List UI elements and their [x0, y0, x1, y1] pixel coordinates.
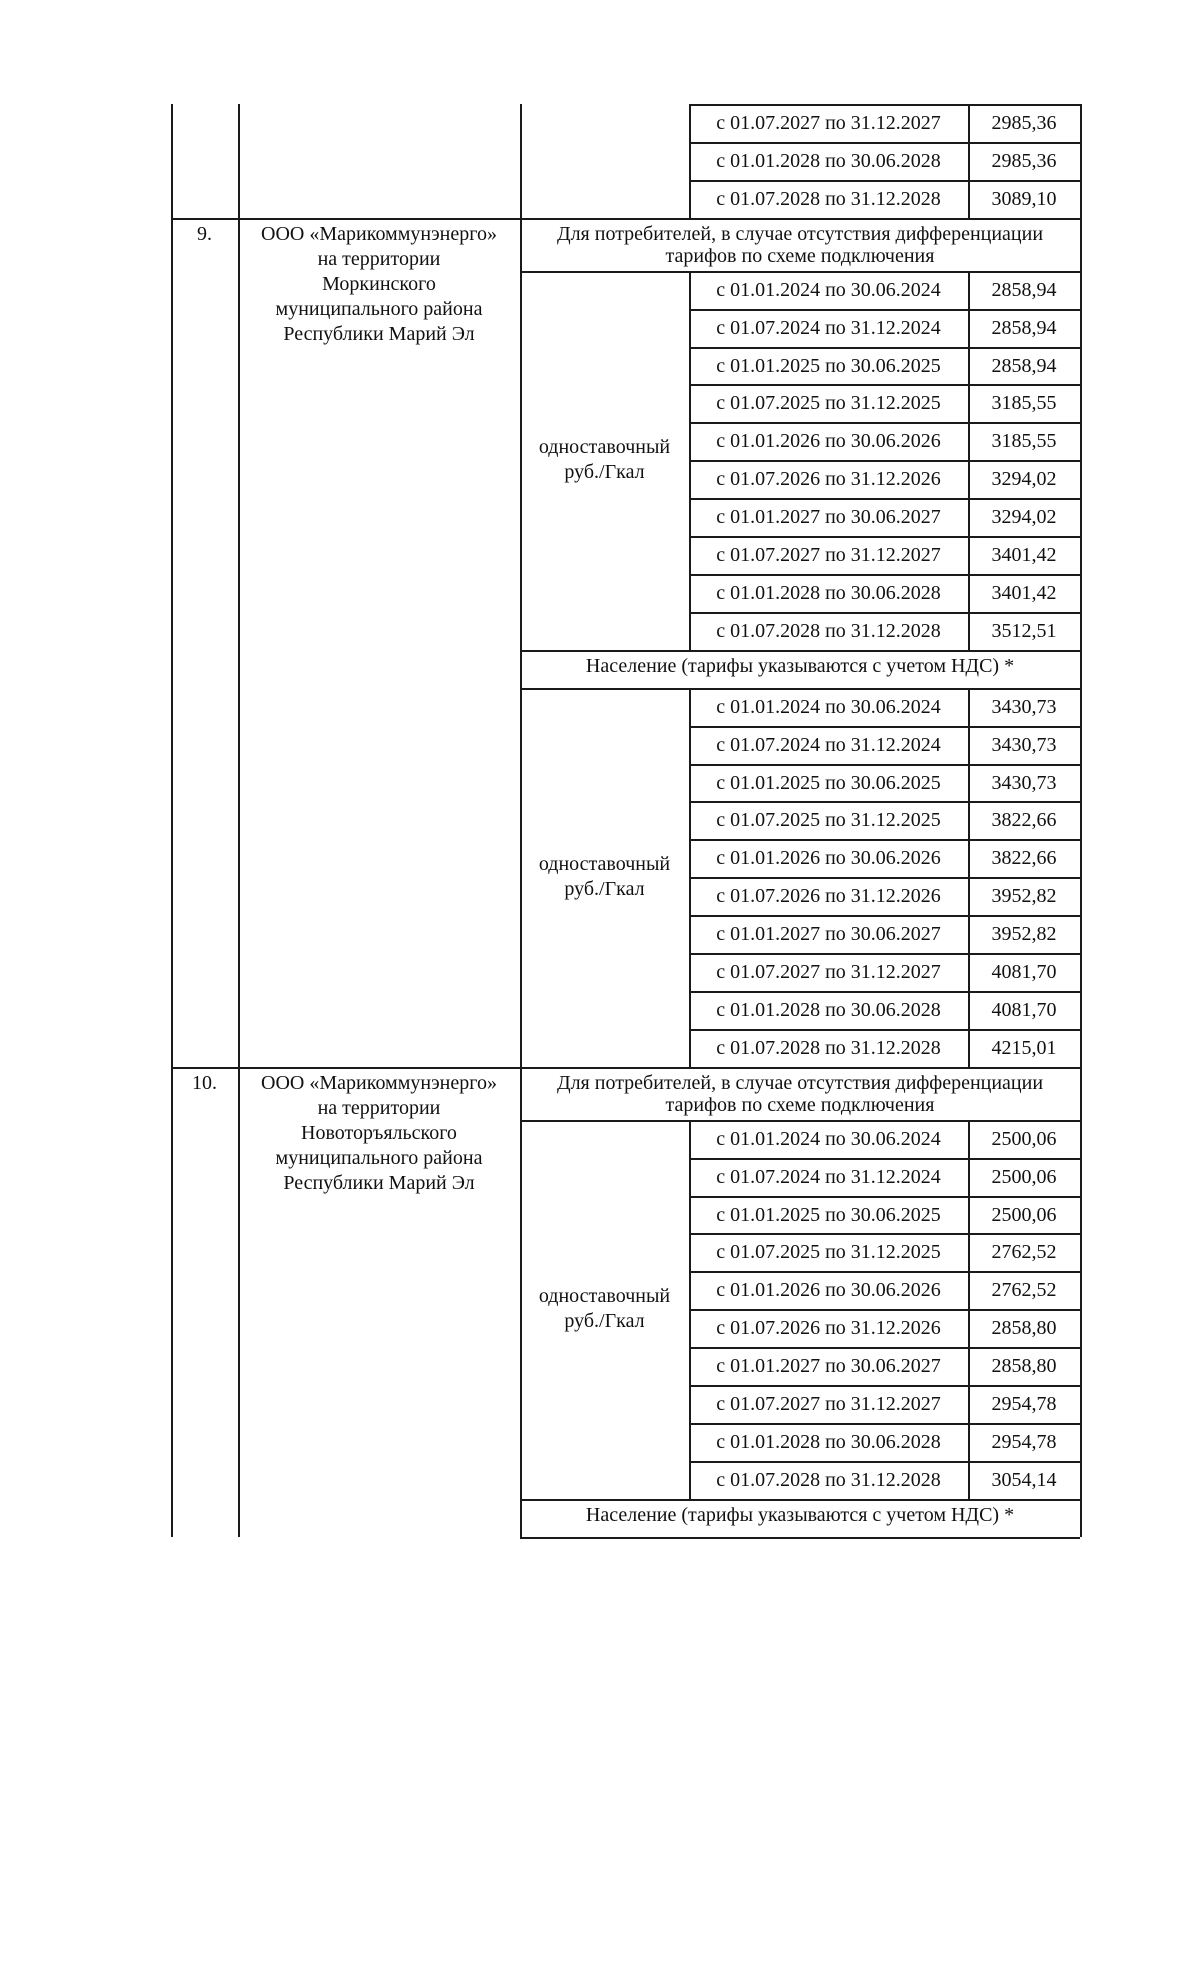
- period-cell: с 01.07.2027 по 31.12.2027: [716, 961, 941, 983]
- col-line: [689, 688, 691, 1067]
- col-line: [238, 218, 240, 1067]
- period-cell: с 01.07.2024 по 31.12.2024: [716, 733, 941, 756]
- group-header-line: [520, 271, 1080, 273]
- period-cell: с 01.07.2026 по 31.12.2026: [716, 1317, 941, 1340]
- value-cell: 2985,36: [991, 112, 1057, 134]
- period-cell: с 01.01.2028 по 30.06.2028: [716, 1430, 941, 1453]
- row-line: [689, 764, 1080, 766]
- col-line: [1080, 1499, 1082, 1537]
- value-cell: 3401,42: [991, 581, 1057, 604]
- org-name-line: ООО «Марикоммунэнерго»: [261, 222, 497, 245]
- row-line: [689, 1196, 1080, 1198]
- row-line: [689, 1423, 1080, 1425]
- group-header: тарифов по схеме подключения: [665, 244, 935, 267]
- row-line: [689, 1158, 1080, 1160]
- period-cell: с 01.07.2027 по 31.12.2027: [716, 544, 941, 566]
- tariff-type: одноставочный: [538, 436, 671, 459]
- col-line: [689, 104, 691, 218]
- org-name-line: Республики Марий Эл: [283, 322, 475, 345]
- value-cell: 2500,06: [991, 1165, 1057, 1188]
- row-line: [689, 460, 1080, 462]
- value-cell: 3952,82: [991, 885, 1057, 908]
- col-line: [1080, 218, 1082, 271]
- value-cell: 3430,73: [991, 733, 1057, 756]
- row-number: 9.: [197, 222, 212, 245]
- value-cell: 2858,94: [991, 354, 1057, 377]
- value-cell: 3822,66: [991, 809, 1057, 832]
- org-name-line: муниципального района: [275, 297, 483, 320]
- row-line: [689, 1499, 1080, 1501]
- col-line: [1080, 650, 1082, 688]
- period-cell: с 01.01.2024 по 30.06.2024: [716, 278, 941, 301]
- row-line: [689, 726, 1080, 728]
- group-header: Для потребителей, в случае отсутствия дифференциации: [556, 1071, 1044, 1094]
- group-header-line: [520, 688, 1080, 690]
- group-header: Для потребителей, в случае отсутствия дифференциации: [556, 222, 1044, 245]
- col-line: [520, 1067, 522, 1537]
- group-header: Население (тарифы указываются с учетом НДС) *: [585, 654, 1015, 677]
- value-cell: 3401,42: [991, 544, 1057, 566]
- row-line: [689, 612, 1080, 614]
- value-cell: 2858,80: [991, 1355, 1057, 1378]
- value-cell: 2985,36: [991, 149, 1057, 172]
- period-cell: с 01.07.2025 по 31.12.2025: [716, 1241, 941, 1264]
- col-line: [1080, 688, 1082, 1067]
- col-line: [520, 104, 522, 218]
- period-cell: с 01.01.2025 по 30.06.2025: [716, 771, 941, 794]
- value-cell: 2954,78: [991, 1393, 1057, 1415]
- row-line: [689, 1461, 1080, 1463]
- value-cell: 4081,70: [991, 961, 1057, 983]
- org-top-line: [171, 1067, 1080, 1069]
- org-top-line: [171, 218, 1080, 220]
- col-line: [689, 271, 691, 650]
- period-cell: с 01.01.2027 по 30.06.2027: [716, 506, 941, 529]
- col-line: [1080, 271, 1082, 650]
- row-line: [689, 801, 1080, 803]
- row-line: [689, 142, 1080, 144]
- row-line: [689, 915, 1080, 917]
- period-cell: с 01.01.2027 по 30.06.2027: [716, 923, 941, 946]
- period-cell: с 01.07.2024 по 31.12.2024: [716, 1165, 941, 1188]
- row-line: [689, 422, 1080, 424]
- col-line: [968, 1120, 970, 1499]
- row-line: [689, 991, 1080, 993]
- col-line: [968, 688, 970, 1067]
- row-line: [689, 839, 1080, 841]
- group-header: тарифов по схеме подключения: [665, 1093, 935, 1116]
- value-cell: 3952,82: [991, 923, 1057, 946]
- tariff-type: руб./Гкал: [564, 461, 645, 484]
- value-cell: 2858,94: [991, 316, 1057, 339]
- tariff-type: руб./Гкал: [564, 1310, 645, 1333]
- value-cell: 2500,06: [991, 1127, 1057, 1150]
- col-line: [1080, 1067, 1082, 1120]
- period-cell: с 01.07.2028 по 31.12.2028: [716, 619, 941, 642]
- org-name-line: на территории: [317, 247, 441, 270]
- tariff-type: одноставочный: [538, 1285, 671, 1308]
- value-cell: 3512,51: [991, 619, 1057, 642]
- row-line: [689, 1271, 1080, 1273]
- row-line: [689, 384, 1080, 386]
- value-cell: 2858,80: [991, 1317, 1057, 1340]
- value-cell: 2762,52: [991, 1241, 1057, 1264]
- value-cell: 2762,52: [991, 1279, 1057, 1302]
- org-name-line: ООО «Марикоммунэнерго»: [261, 1071, 497, 1094]
- value-cell: 3294,02: [991, 468, 1057, 491]
- col-line: [968, 271, 970, 650]
- period-cell: с 01.07.2028 по 31.12.2028: [716, 1036, 941, 1059]
- row-line: [689, 1309, 1080, 1311]
- period-cell: с 01.01.2026 по 30.06.2026: [716, 430, 941, 453]
- col-line: [171, 1067, 173, 1537]
- value-cell: 3430,73: [991, 771, 1057, 794]
- value-cell: 4215,01: [991, 1036, 1057, 1059]
- value-cell: 3294,02: [991, 506, 1057, 529]
- org-name-line: Моркинского: [322, 272, 436, 295]
- row-line: [689, 1233, 1080, 1235]
- col-line: [689, 1120, 691, 1499]
- row-line: [689, 536, 1080, 538]
- group-header-line: [520, 1120, 1080, 1122]
- period-cell: с 01.01.2027 по 30.06.2027: [716, 1355, 941, 1378]
- row-line: [689, 877, 1080, 879]
- row-line: [689, 498, 1080, 500]
- period-cell: с 01.01.2025 по 30.06.2025: [716, 1203, 941, 1226]
- row-line: [689, 347, 1080, 349]
- value-cell: 4081,70: [991, 998, 1057, 1021]
- period-cell: с 01.01.2028 по 30.06.2028: [716, 998, 941, 1021]
- org-name-line: муниципального района: [275, 1146, 483, 1169]
- value-cell: 3430,73: [991, 695, 1057, 718]
- row-line: [689, 180, 1080, 182]
- col-line: [238, 1067, 240, 1537]
- group-bottom-line: [520, 650, 689, 652]
- period-cell: с 01.07.2025 по 31.12.2025: [716, 809, 941, 832]
- col-line: [520, 218, 522, 1067]
- period-cell: с 01.01.2028 по 30.06.2028: [716, 581, 941, 604]
- value-cell: 3185,55: [991, 430, 1057, 453]
- row-line: [689, 309, 1080, 311]
- period-cell: с 01.01.2024 по 30.06.2024: [716, 695, 941, 718]
- period-cell: с 01.07.2028 по 31.12.2028: [716, 187, 941, 210]
- row-line: [689, 1385, 1080, 1387]
- col-line: [1080, 104, 1082, 218]
- value-cell: 2500,06: [991, 1203, 1057, 1226]
- value-cell: 3185,55: [991, 392, 1057, 415]
- row-line: [689, 104, 1080, 106]
- group-bottom-line: [520, 1499, 689, 1501]
- row-line: [689, 574, 1080, 576]
- col-line: [238, 104, 240, 218]
- tariff-type: одноставочный: [538, 853, 671, 876]
- value-cell: 2954,78: [991, 1430, 1057, 1453]
- col-line: [1080, 1120, 1082, 1499]
- tariff-type: руб./Гкал: [564, 878, 645, 901]
- period-cell: с 01.01.2028 по 30.06.2028: [716, 149, 941, 172]
- org-name-line: Республики Марий Эл: [283, 1171, 475, 1194]
- period-cell: с 01.07.2028 по 31.12.2028: [716, 1468, 941, 1491]
- org-name-line: на территории: [317, 1096, 441, 1119]
- period-cell: с 01.07.2024 по 31.12.2024: [716, 316, 941, 339]
- period-cell: с 01.01.2024 по 30.06.2024: [716, 1127, 941, 1150]
- col-line: [171, 218, 173, 1067]
- period-cell: с 01.07.2026 по 31.12.2026: [716, 885, 941, 908]
- value-cell: 3822,66: [991, 847, 1057, 870]
- row-line: [689, 1347, 1080, 1349]
- row-line: [689, 953, 1080, 955]
- period-cell: с 01.07.2027 по 31.12.2027: [716, 112, 941, 134]
- group-header: Население (тарифы указываются с учетом НДС) *: [585, 1503, 1015, 1526]
- col-line: [171, 104, 173, 218]
- period-cell: с 01.07.2025 по 31.12.2025: [716, 392, 941, 415]
- period-cell: с 01.07.2026 по 31.12.2026: [716, 468, 941, 491]
- period-cell: с 01.01.2026 по 30.06.2026: [716, 1279, 941, 1302]
- row-number: 10.: [192, 1071, 217, 1094]
- value-cell: 3054,14: [991, 1468, 1057, 1491]
- value-cell: 3089,10: [991, 187, 1057, 210]
- row-line: [689, 650, 1080, 652]
- row-line: [689, 1029, 1080, 1031]
- org-name-line: Новоторъяльского: [301, 1121, 457, 1144]
- row-line: [520, 1537, 1080, 1539]
- period-cell: с 01.01.2026 по 30.06.2026: [716, 847, 941, 870]
- value-cell: 2858,94: [991, 278, 1057, 301]
- col-line: [968, 104, 970, 218]
- period-cell: с 01.07.2027 по 31.12.2027: [716, 1393, 941, 1415]
- period-cell: с 01.01.2025 по 30.06.2025: [716, 354, 941, 377]
